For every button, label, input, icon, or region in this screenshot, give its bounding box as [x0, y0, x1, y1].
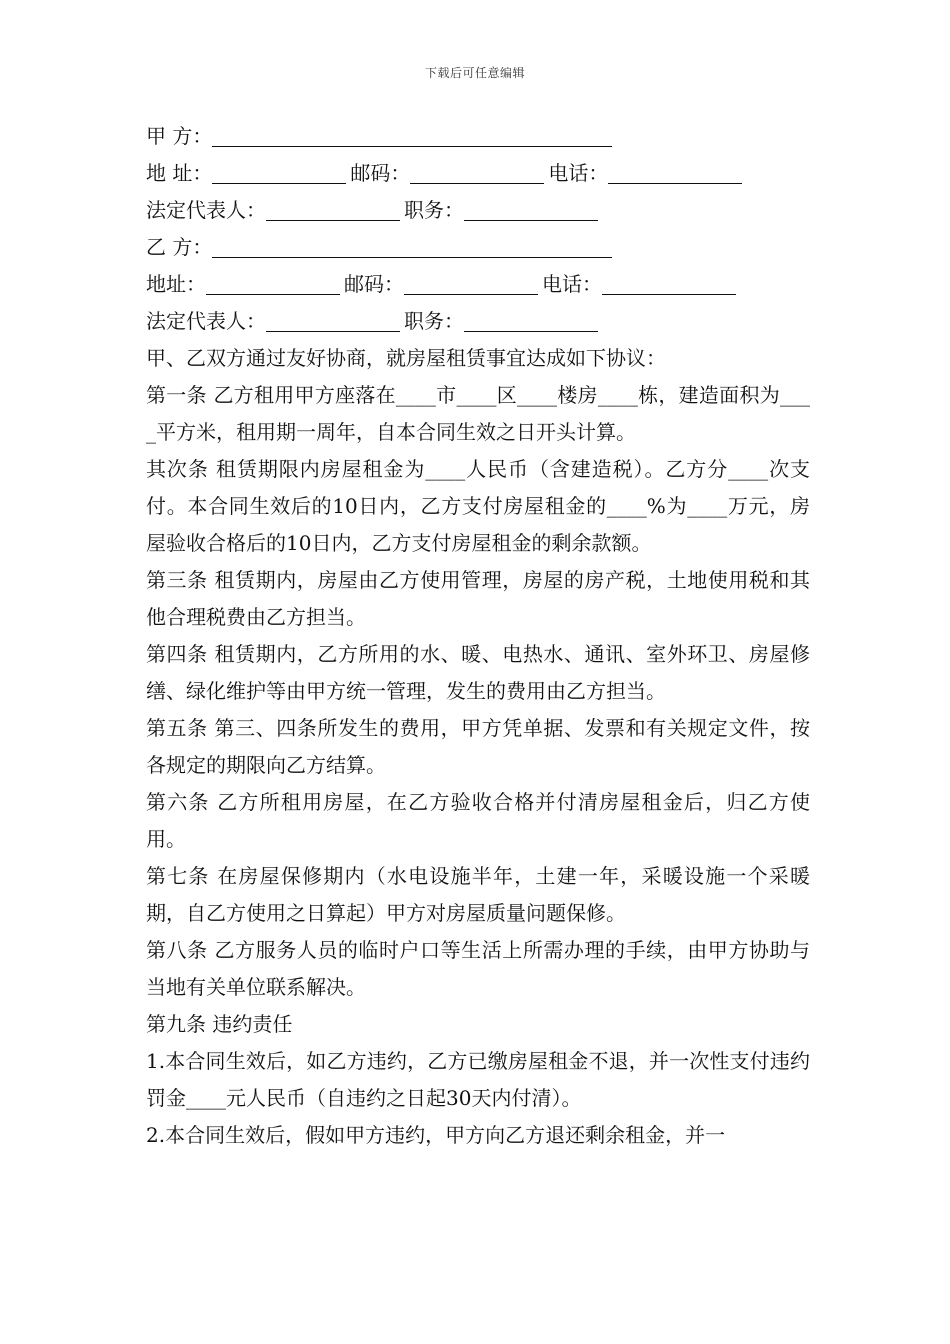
party-a-label: 甲 方： [146, 124, 213, 148]
party-b-name-blank [212, 235, 612, 258]
party-b-contact-row [146, 266, 810, 303]
party-a-name-row [146, 118, 810, 155]
contract-body [146, 118, 810, 1154]
article-9-clause-1: 1.本合同生效后，如乙方违约，乙方已缴房屋租金不退，并一次性支付违约罚金____元人民币（自违约之日起30天内付清）。 [146, 1049, 810, 1110]
party-a-position-blank [464, 198, 598, 221]
party-b-rep-label: 法定代表人： [146, 309, 266, 333]
party-a-postcode-label: 邮码： [350, 161, 411, 185]
party-a-rep-blank [266, 198, 400, 221]
article-3: 第三条 租赁期内，房屋由乙方使用管理，房屋的房产税，土地使用税和其他合理税费由乙方担当。 [146, 568, 810, 629]
party-b-label: 乙 方： [146, 235, 213, 259]
party-b-address-blank [206, 272, 340, 295]
party-b-postcode-label: 邮码： [344, 272, 404, 296]
party-b-address-label: 地址： [146, 272, 206, 296]
party-a-contact-row [146, 155, 810, 192]
party-b-postcode-blank [404, 272, 538, 295]
article-1: 第一条 乙方租用甲方座落在____市____区____楼房____栋，建造面积为____平方米，租用期一周年，自本合同生效之日开头计算。 [146, 383, 810, 444]
party-a-name-blank [212, 124, 612, 147]
article-9-heading: 第九条 违约责任 [146, 1012, 293, 1036]
party-b-position-label: 职务： [404, 309, 464, 333]
party-a-rep-row [146, 192, 810, 229]
party-a-position-label: 职务： [404, 198, 464, 222]
article-2: 其次条 租赁期限内房屋租金为____人民币（含建造税）。乙方分____次支付。本合同生效后的10日内，乙方支付房屋租金的____%为____万元，房屋验收合格后的10日内，乙方支付房屋租金的剩余款额。 [146, 457, 810, 555]
agreement-intro: 甲、乙双方通过友好协商，就房屋租赁事宜达成如下协议： [146, 346, 666, 370]
article-8: 第八条 乙方服务人员的临时户口等生活上所需办理的手续，由甲方协助与当地有关单位联系解决。 [146, 938, 810, 999]
party-a-phone-blank [608, 161, 742, 184]
party-a-address-blank [212, 161, 346, 184]
article-6: 第六条 乙方所租用房屋，在乙方验收合格并付清房屋租金后，归乙方使用。 [146, 790, 810, 851]
article-9-clause-2: 2.本合同生效后，假如甲方违约，甲方向乙方退还剩余租金，并一 [146, 1123, 726, 1147]
party-b-phone-blank [602, 272, 736, 295]
article-5: 第五条 第三、四条所发生的费用，甲方凭单据、发票和有关规定文件，按各规定的期限向乙方结算。 [146, 716, 810, 777]
party-a-rep-label: 法定代表人： [146, 198, 266, 222]
party-a-address-label: 地 址： [146, 161, 213, 185]
article-7: 第七条 在房屋保修期内（水电设施半年，土建一年，采暖设施一个采暖期，自乙方使用之日算起）甲方对房屋质量问题保修。 [146, 864, 810, 925]
party-a-postcode-blank [410, 161, 544, 184]
party-a-phone-label: 电话： [548, 161, 609, 185]
article-4: 第四条 租赁期内，乙方所用的水、暖、电热水、通讯、室外环卫、房屋修缮、绿化维护等由甲方统一管理，发生的费用由乙方担当。 [146, 642, 810, 703]
party-b-rep-row [146, 303, 810, 340]
party-b-rep-blank [266, 309, 400, 332]
party-b-position-blank [464, 309, 598, 332]
page-header-note: 下载后可任意编辑 [424, 66, 525, 80]
party-b-name-row [146, 229, 810, 266]
party-b-phone-label: 电话： [542, 272, 602, 296]
